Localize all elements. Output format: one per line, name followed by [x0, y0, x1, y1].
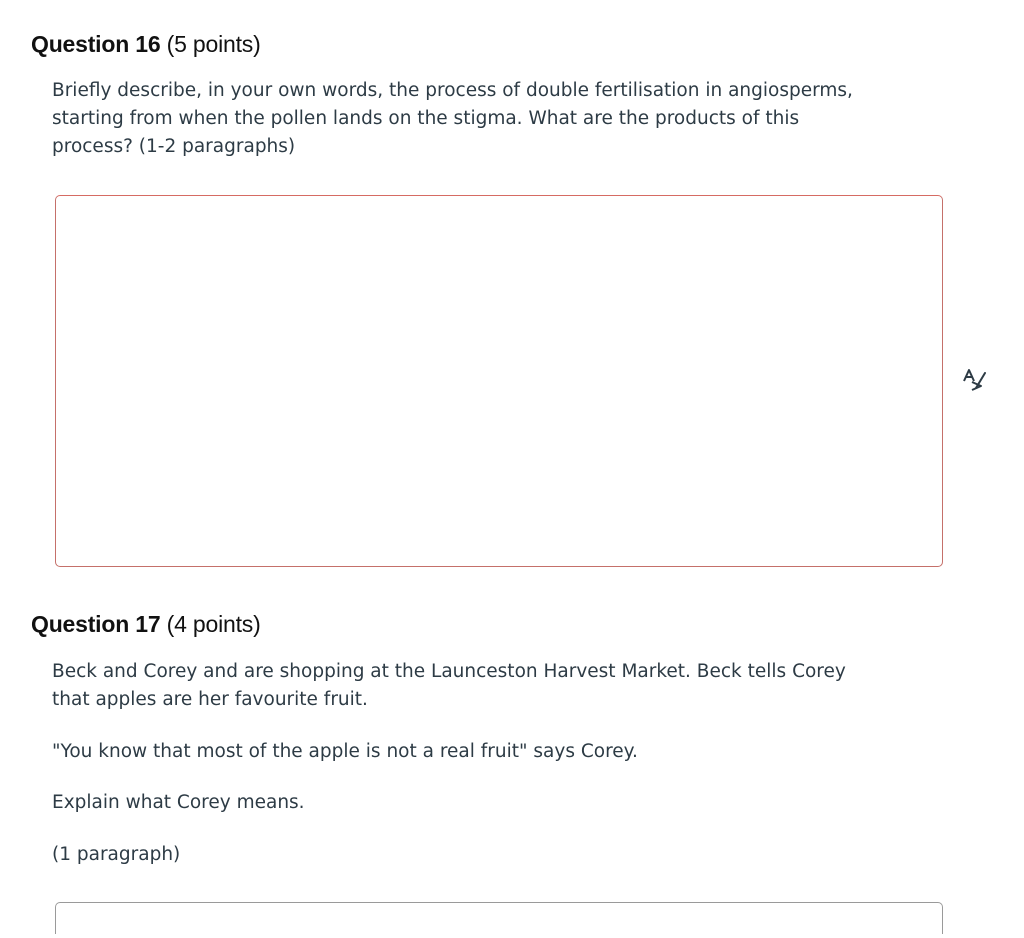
question-17-answer-box[interactable] — [55, 902, 943, 934]
question-17-answer-input[interactable] — [56, 903, 942, 934]
prompt-line: that apples are her favourite fruit. — [52, 689, 368, 710]
question-16-prompt — [52, 77, 853, 161]
question-16-answer-input[interactable] — [56, 196, 942, 566]
question-17-header — [31, 611, 261, 638]
prompt-line: Beck and Corey and are shopping at the Launceston Harvest Market. Beck tells Corey — [52, 661, 846, 682]
question-title: Question 17 — [31, 611, 161, 637]
prompt-line: Briefly describe, in your own words, the process of double fertilisation in angiosperms, — [52, 80, 853, 101]
prompt-line: starting from when the pollen lands on the stigma. What are the products of this — [52, 108, 800, 129]
question-17-quote: "You know that most of the apple is not a real fruit" says Corey. — [52, 741, 638, 762]
prompt-line: process? (1-2 paragraphs) — [52, 136, 296, 157]
question-17-prompt — [52, 658, 846, 714]
question-16-header — [31, 31, 261, 58]
question-points: (4 points) — [166, 611, 261, 637]
spellcheck-icon[interactable] — [961, 368, 987, 392]
question-points: (5 points) — [166, 31, 261, 57]
question-17-note: (1 paragraph) — [52, 844, 181, 865]
question-title: Question 16 — [31, 31, 161, 57]
question-16-answer-box[interactable] — [55, 195, 943, 567]
question-17-instruction: Explain what Corey means. — [52, 792, 305, 813]
